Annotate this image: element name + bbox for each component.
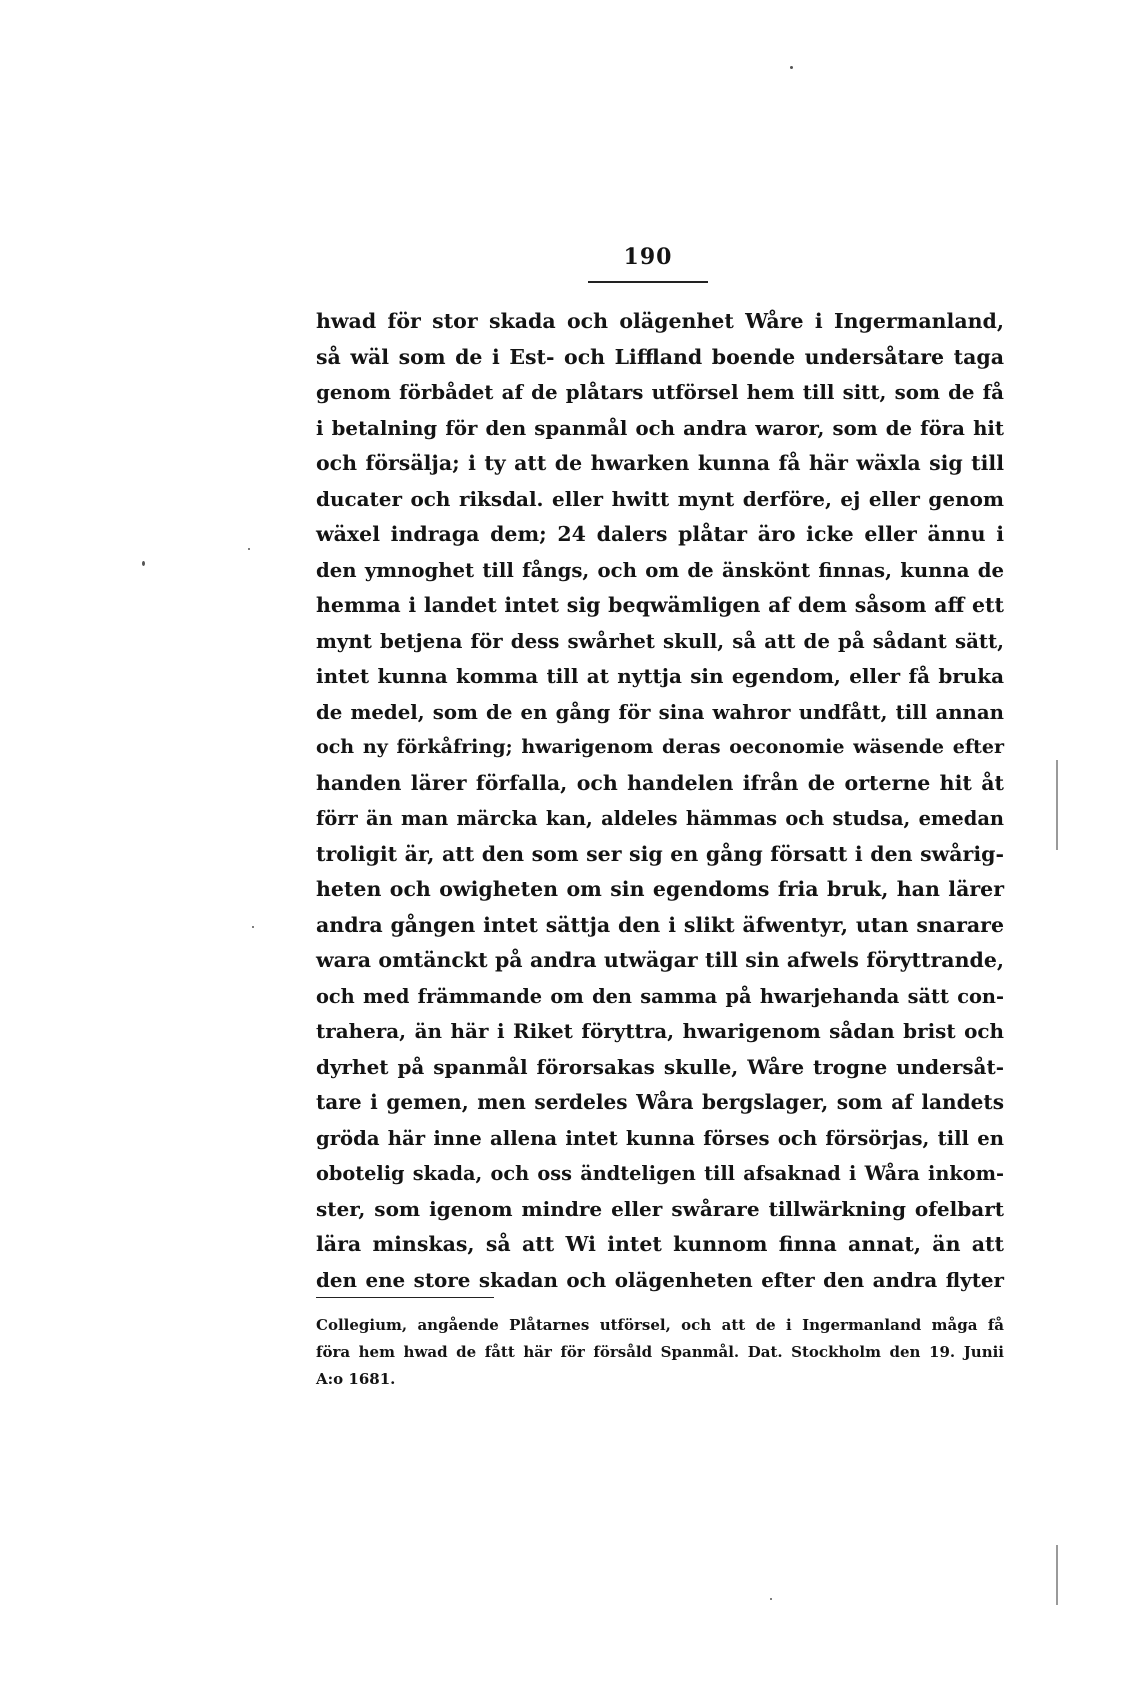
text-line: ducater och riksdal. eller hwitt mynt derföre, ej eller genom: [316, 486, 1004, 511]
text-line: så wäl som de i Est- och Liffland boende undersåtare taga: [316, 344, 1004, 369]
scan-edge-mark: [1056, 760, 1058, 850]
text-line: förr än man märcka kan, aldeles hämmas och studsa, emedan: [316, 807, 1004, 830]
text-line: intet kunna komma till at nyttja sin egendom, eller få bruka: [316, 664, 1004, 688]
footnote: [316, 1312, 1004, 1393]
scan-speck: [790, 66, 793, 69]
text-line: dyrhet på spanmål förorsakas skulle, Wåre trogne undersåt-: [316, 1054, 1004, 1079]
text-line: trahera, än här i Riket föryttra, hwarigenom sådan brist och: [316, 1019, 1004, 1043]
text-line: heten och owigheten om sin egendoms fria bruk, han lärer: [316, 877, 1004, 901]
scan-speck: [252, 926, 254, 928]
text-line: ster, som igenom mindre eller swårare tillwärkning ofelbart: [316, 1196, 1004, 1221]
page-number: 190: [623, 244, 673, 270]
text-line: den ymnoghet till fångs, och om de änskönt finnas, kunna de: [316, 558, 1004, 582]
text-line: mynt betjena för dess swårhet skull, så att de på sådant sätt,: [316, 628, 1004, 653]
text-line: och försälja; i ty att de hwarken kunna få här wäxla sig till: [316, 451, 1004, 475]
text-line: hemma i landet intet sig beqwämligen af dem såsom aff ett: [316, 593, 1004, 617]
text-line: obotelig skada, och oss ändteligen till afsaknad i Wåra inkom-: [316, 1162, 1004, 1185]
text-line: och med främmande om den samma på hwarjehanda sätt con-: [316, 984, 1004, 1008]
text-line: tare i gemen, men serdeles Wåra bergslager, som af landets: [316, 1090, 1004, 1114]
text-line: lära minskas, så att Wi intet kunnom finna annat, än att: [316, 1232, 1004, 1256]
scan-edge-mark: [1056, 1545, 1058, 1605]
text-line: hwad för stor skada och olägenhet Wåre i Ingermanland,: [316, 309, 1004, 333]
text-line: andra gången intet sättja den i slikt äfwentyr, utan snarare: [316, 912, 1004, 937]
text-line: wäxel indraga dem; 24 dalers plåtar äro icke eller ännu i: [316, 522, 1004, 546]
header-rule: [588, 281, 708, 283]
text-line: wara omtänckt på andra utwägar till sin afwels föryttrande,: [316, 948, 1004, 972]
footnote-line: föra hem hwad de fått här för försåld Spanmål. Dat. Stockholm den 19. Junii: [316, 1343, 1004, 1361]
text-line: och ny förkåfring; hwarigenom deras oeconomie wäsende efter: [316, 736, 1004, 758]
text-line: den ene store skadan och olägenheten efter den andra flyter: [316, 1267, 1004, 1292]
footnote-line: Collegium, angående Plåtarnes utförsel, och att de i Ingermanland måga få: [316, 1316, 1004, 1334]
text-line: gröda här inne allena intet kunna förses och försörjas, till en: [316, 1126, 1004, 1150]
text-line: i betalning för den spanmål och andra waror, som de föra hit: [316, 415, 1004, 440]
body-text: [316, 304, 1004, 1298]
scan-speck: [770, 1598, 772, 1600]
scan-speck: [248, 548, 250, 550]
text-line: troligit är, att den som ser sig en gång försatt i den swårig-: [316, 841, 1004, 866]
scan-speck: [142, 561, 145, 566]
text-line: genom förbådet af de plåtars utförsel hem till sitt, som de få: [316, 380, 1004, 404]
footnote-rule: [316, 1297, 494, 1298]
text-line: de medel, som de en gång för sina wahror undfått, till annan: [316, 699, 1004, 724]
footnote-line: A:o 1681.: [316, 1370, 396, 1388]
text-line: handen lärer förfalla, och handelen ifrån de orterne hit åt: [316, 770, 1004, 795]
